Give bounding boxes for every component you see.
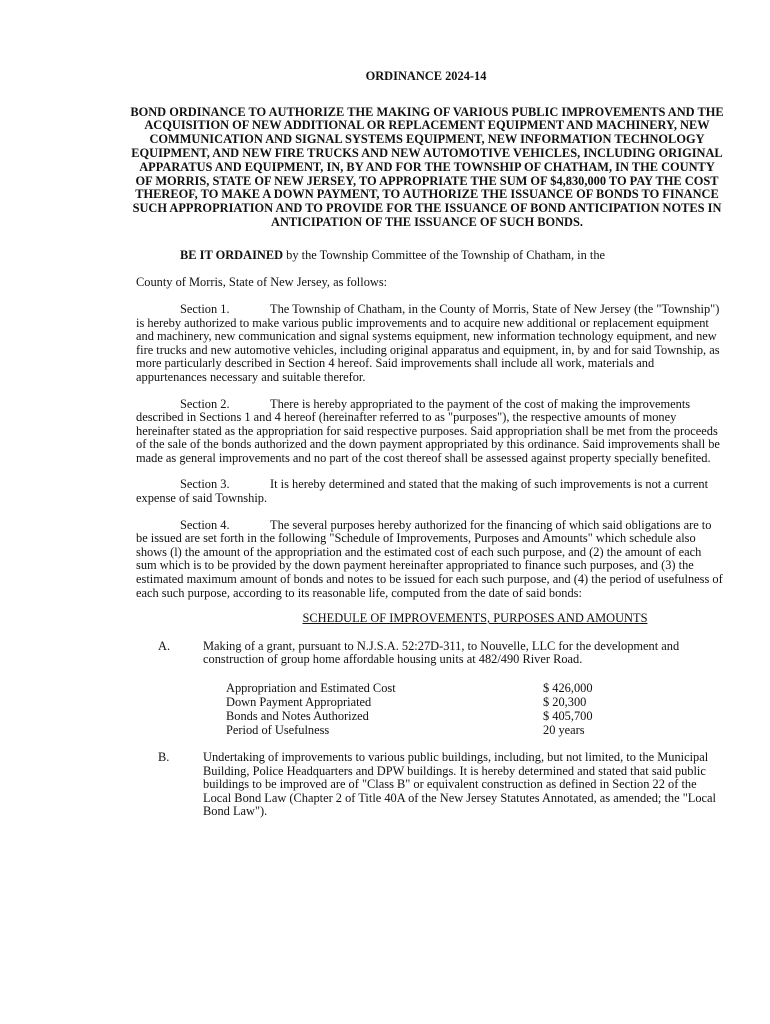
amount-row bbox=[226, 681, 724, 695]
section-text: The several purposes hereby authorized for the financing of which said obligations are to be issued are set forth in the following "Schedule of Improvements, Purposes and Amounts" which schedule also shows (l) the amount of the appropriation and the estimated cost of each such purpose, and (2) the amount of each sum which is to be provided by the down payment hereinafter appropriated to finance such purposes, and (3) the estimated maximum amount of bonds and notes to be issued for each such purpose, and (4) the period of usefulness of each such purpose, according to its reasonable life, computed from the date of said bonds: bbox=[136, 517, 723, 600]
section-text: There is hereby appropriated to the payment of the cost of making the improvements described in Sections 1 and 4 hereof (hereinafter referred to as "purposes"), the respective amounts of money hereinafter stated as the appropriation for said respective purposes. Said appropriation shall be met from the proceeds of the sale of the bonds authorized and the down payment appropriated by this ordinance. Said improvements shall be made as general improvements and no part of the cost thereof shall be assessed against property specially benefited. bbox=[136, 396, 720, 465]
county-line: County of Morris, State of New Jersey, as follows: bbox=[136, 275, 388, 290]
section-text: The Township of Chatham, in the County of Morris, State of New Jersey (the "Township") is hereby authorized to make various public improvements and to acquire new additional or replacement equipment and machinery, new communication and signal systems equipment, new information technology equipment, and new fire trucks and new automotive vehicles, including original apparatus and equipment, in, by and for said Township, as more particularly described in Section 4 hereof. Said improvements shall include all work, materials and appurtenances necessary and suitable therefor. bbox=[136, 301, 720, 384]
amount-row bbox=[226, 695, 724, 709]
section-number: Section 3. bbox=[180, 477, 230, 492]
schedule-item-b bbox=[136, 751, 724, 819]
amount-value: $ 405,700 bbox=[543, 709, 593, 724]
section-3 bbox=[136, 478, 724, 505]
section-text: It is hereby determined and stated that the making of such improvements is not a current expense of said Township. bbox=[136, 477, 709, 506]
amount-label: Period of Usefulness bbox=[226, 723, 330, 738]
section-number: Section 1. bbox=[180, 301, 230, 316]
ordained-paragraph bbox=[136, 249, 724, 263]
ordained-text: by the Township Committee of the Township of Chatham, in the bbox=[283, 247, 606, 262]
amounts-table bbox=[226, 681, 724, 737]
section-number: Section 4. bbox=[180, 517, 230, 532]
section-number: Section 2. bbox=[180, 396, 230, 411]
item-label: A. bbox=[158, 638, 171, 653]
schedule-title: SCHEDULE OF IMPROVEMENTS, PURPOSES AND AMOUNTS bbox=[302, 611, 648, 626]
amount-value: 20 years bbox=[543, 723, 585, 738]
amount-label: Appropriation and Estimated Cost bbox=[226, 681, 396, 696]
amount-label: Down Payment Appropriated bbox=[226, 695, 372, 710]
ordained-bold-text: BE IT ORDAINED bbox=[180, 247, 284, 262]
ordinance-heading: BOND ORDINANCE TO AUTHORIZE THE MAKING OF VARIOUS PUBLIC IMPROVEMENTS AND THE ACQUISITION OF NEW ADDITIONAL OR REPLACEMENT EQUIPMENT AND MACHINERY, NEW COMMUNICATION AND SIGNAL SYSTEMS EQUIPMENT, NEW INFORMATION TECHNOLOGY EQUIPMENT, AND NEW FIRE TRUCKS AND NEW AUTOMOTIVE VEHICLES, INCLUDING ORIGINAL APPARATUS AND EQUIPMENT, IN, BY AND FOR THE TOWNSHIP OF CHATHAM, IN THE COUNTY OF MORRIS, STATE OF NEW JERSEY, TO APPROPRIATE THE SUM OF $4,830,000 TO PAY THE COST THEREOF, TO MAKE A DOWN PAYMENT, TO AUTHORIZE THE ISSUANCE OF BONDS TO FINANCE SUCH APPROPRIATION AND TO PROVIDE FOR THE ISSUANCE OF BOND ANTICIPATION NOTES IN ANTICIPATION OF THE ISSUANCE OF SUCH BONDS. bbox=[130, 104, 724, 229]
item-text: Undertaking of improvements to various public buildings, including, but not limited, to the Municipal Building, Police Headquarters and DPW buildings. It is hereby determined and stated that said public buildings to be improved are of "Class B" or equivalent construction as defined in Section 22 of the Local Bond Law (Chapter 2 of Title 40A of the New Jersey Statutes Annotated, as amended; the "Local Bond Law"). bbox=[203, 750, 716, 819]
section-4 bbox=[136, 519, 724, 601]
amount-value: $ 20,300 bbox=[543, 695, 587, 710]
schedule-item-a bbox=[136, 640, 724, 667]
amount-row bbox=[226, 709, 724, 723]
section-2 bbox=[136, 398, 724, 466]
amount-label: Bonds and Notes Authorized bbox=[226, 709, 369, 724]
amount-value: $ 426,000 bbox=[543, 681, 593, 696]
amount-row bbox=[226, 723, 724, 737]
ordinance-title: ORDINANCE 2024-14 bbox=[365, 69, 487, 83]
item-text: Making of a grant, pursuant to N.J.S.A. 52:27D-311, to Nouvelle, LLC for the development and construction of group home affordable housing units at 482/490 River Road. bbox=[203, 638, 680, 667]
section-1 bbox=[136, 303, 724, 385]
item-label: B. bbox=[158, 750, 170, 765]
